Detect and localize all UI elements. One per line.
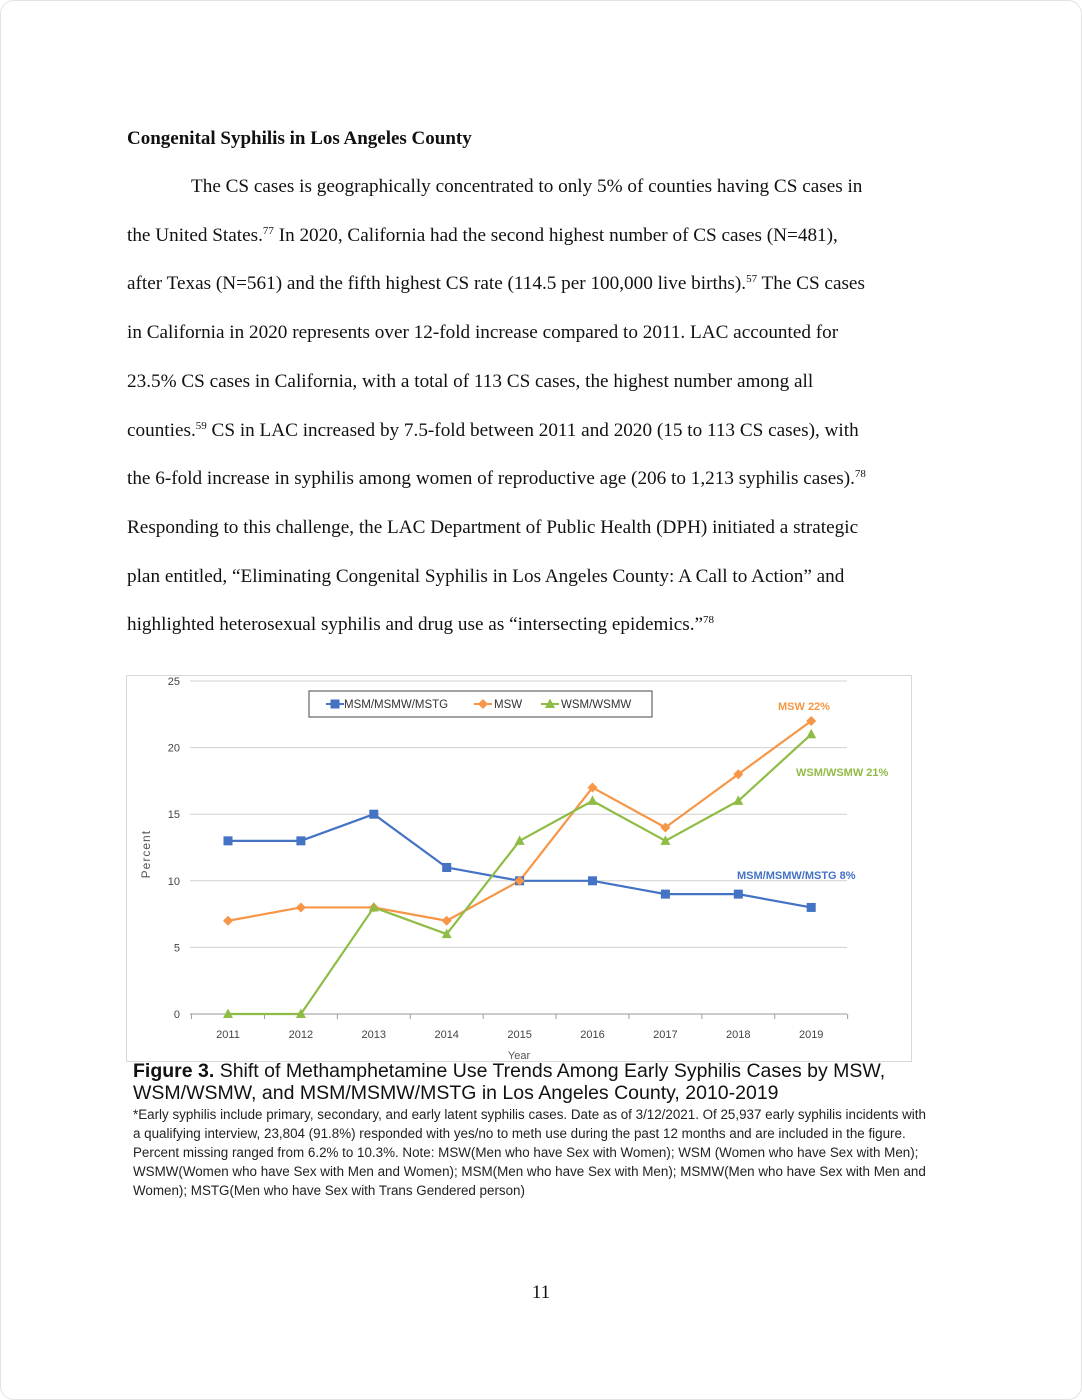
series-line-2 <box>228 734 811 1014</box>
x-tick-label: 2015 <box>507 1029 532 1041</box>
x-tick-label: 2013 <box>361 1029 387 1041</box>
paragraph-text: Responding to this challenge, the LAC Department of Public Health (DPH) initiated a strategic <box>127 516 859 538</box>
paragraph-text: in California in 2020 represents over 12-fold increase compared to 2011. LAC accounted for <box>127 322 839 344</box>
line-chart <box>127 676 911 1061</box>
y-tick-label: 10 <box>167 875 180 888</box>
paragraph-line <box>127 455 957 504</box>
data-point-2-5 <box>588 795 598 805</box>
x-tick-label: 2019 <box>798 1029 824 1041</box>
y-tick-label: 0 <box>173 1009 180 1021</box>
figure-chart <box>126 675 912 1062</box>
x-tick-label: 2011 <box>216 1029 240 1041</box>
paragraph-text: plan entitled, “Eliminating Congenital Syphilis in Los Angeles County: A Call to Action” and <box>127 565 845 587</box>
caption-label: Figure 3. <box>133 1060 215 1082</box>
paragraph-text: CS in LAC increased by 7.5-fold between 2011 and 2020 (15 to 113 CS cases), with <box>206 419 859 441</box>
paragraph-text: In 2020, California had the second highest number of CS cases (N=481), <box>273 224 838 246</box>
paragraph-line <box>127 358 957 407</box>
data-point-0-8 <box>807 903 816 912</box>
figure-caption <box>133 1060 933 1200</box>
citation-superscript: 78 <box>854 468 866 481</box>
data-point-0-7 <box>734 890 743 899</box>
paragraph-text: 23.5% CS cases in California, with a total of 113 CS cases, the highest number among all <box>127 370 814 392</box>
paragraph-line <box>127 504 957 553</box>
paragraph-line <box>127 163 957 212</box>
paragraph-text: The CS cases is geographically concentrated to only 5% of counties having CS cases in <box>191 176 863 197</box>
page-number: 11 <box>531 1282 551 1303</box>
series-annotation: MSW 22% <box>778 701 830 713</box>
paragraph-text: the United States. <box>127 224 263 246</box>
series-line-0 <box>228 814 811 907</box>
paragraph-text: the 6-fold increase in syphilis among women of reproductive age (206 to 1,213 syphilis cases). <box>127 468 855 490</box>
data-point-1-3 <box>442 916 452 926</box>
legend-label: MSW <box>494 699 523 711</box>
paragraph-text: The CS cases <box>757 273 865 295</box>
paragraph-line <box>127 407 957 456</box>
x-tick-label: 2012 <box>288 1029 314 1041</box>
data-point-0-5 <box>588 876 597 885</box>
caption-note: *Early syphilis include primary, secondary, and early latent syphilis cases. Date as of 3/12/2021. Of 25,937 early syphilis incidents with a qualifying interview, 23,804 (91.8%) responded with yes/no to meth use during the past 12 months and are included in the figure. Percent missing ranged from 6.2% to 10.3%. Note: MSW(Men who have Sex with Women); WSM (Women who have Sex with Men); WSMW(Women who have Sex with Men and Women); MSM(Men who have Sex with Men); MSMW(Men who have Sex with Men and Women); MSTG(Men who have Sex with Trans Gendered person) <box>133 1107 926 1198</box>
data-point-0-1 <box>296 836 305 845</box>
paragraph-text: counties. <box>127 419 196 441</box>
x-tick-label: 2018 <box>726 1029 751 1041</box>
citation-superscript: 77 <box>262 224 274 237</box>
data-point-0-0 <box>224 836 233 845</box>
data-point-1-1 <box>296 902 306 912</box>
legend-label: MSM/MSMW/MSTG <box>344 699 449 711</box>
body-paragraph <box>127 163 957 650</box>
legend-marker <box>331 700 340 709</box>
caption-title <box>133 1060 933 1104</box>
series-line-1 <box>228 721 811 921</box>
series-annotation: MSM/MSMW/MSTG 8% <box>737 870 856 882</box>
x-tick-label: 2014 <box>434 1029 459 1041</box>
paragraph-text: highlighted heterosexual syphilis and drug use as “intersecting epidemics.” <box>127 614 704 636</box>
series-annotation: WSM/WSMW 21% <box>796 767 889 779</box>
section-heading: Congenital Syphilis in Los Angeles County <box>127 128 472 149</box>
citation-superscript: 78 <box>703 614 715 627</box>
y-tick-label: 15 <box>167 809 180 822</box>
paragraph-line <box>127 260 957 309</box>
y-tick-label: 5 <box>173 942 180 955</box>
x-tick-label: 2017 <box>653 1029 678 1041</box>
paragraph-line <box>127 553 957 602</box>
y-axis-title: Percent <box>139 829 153 879</box>
legend-label: WSM/WSMW <box>561 699 632 711</box>
x-axis-title: Year <box>507 1050 531 1061</box>
caption-title-text: Shift of Methamphetamine Use Trends Among Early Syphilis Cases by MSW, WSM/WSMW, and MSM/MSMW/MSTG in Los Angeles County, 2010-2019 <box>133 1060 886 1104</box>
citation-superscript: 59 <box>195 419 207 432</box>
citation-superscript: 57 <box>746 273 758 286</box>
paragraph-line <box>127 601 957 650</box>
data-point-0-3 <box>442 863 451 872</box>
data-point-0-6 <box>661 890 670 899</box>
paragraph-line <box>127 309 957 358</box>
data-point-0-2 <box>369 810 378 819</box>
data-point-1-0 <box>223 916 233 926</box>
y-tick-label: 20 <box>167 742 180 755</box>
x-tick-label: 2016 <box>580 1029 605 1041</box>
paragraph-line <box>127 212 957 261</box>
y-tick-label: 25 <box>167 676 180 688</box>
paragraph-text: after Texas (N=561) and the fifth highest CS rate (114.5 per 100,000 live births). <box>127 273 747 295</box>
data-point-2-8 <box>806 729 816 739</box>
